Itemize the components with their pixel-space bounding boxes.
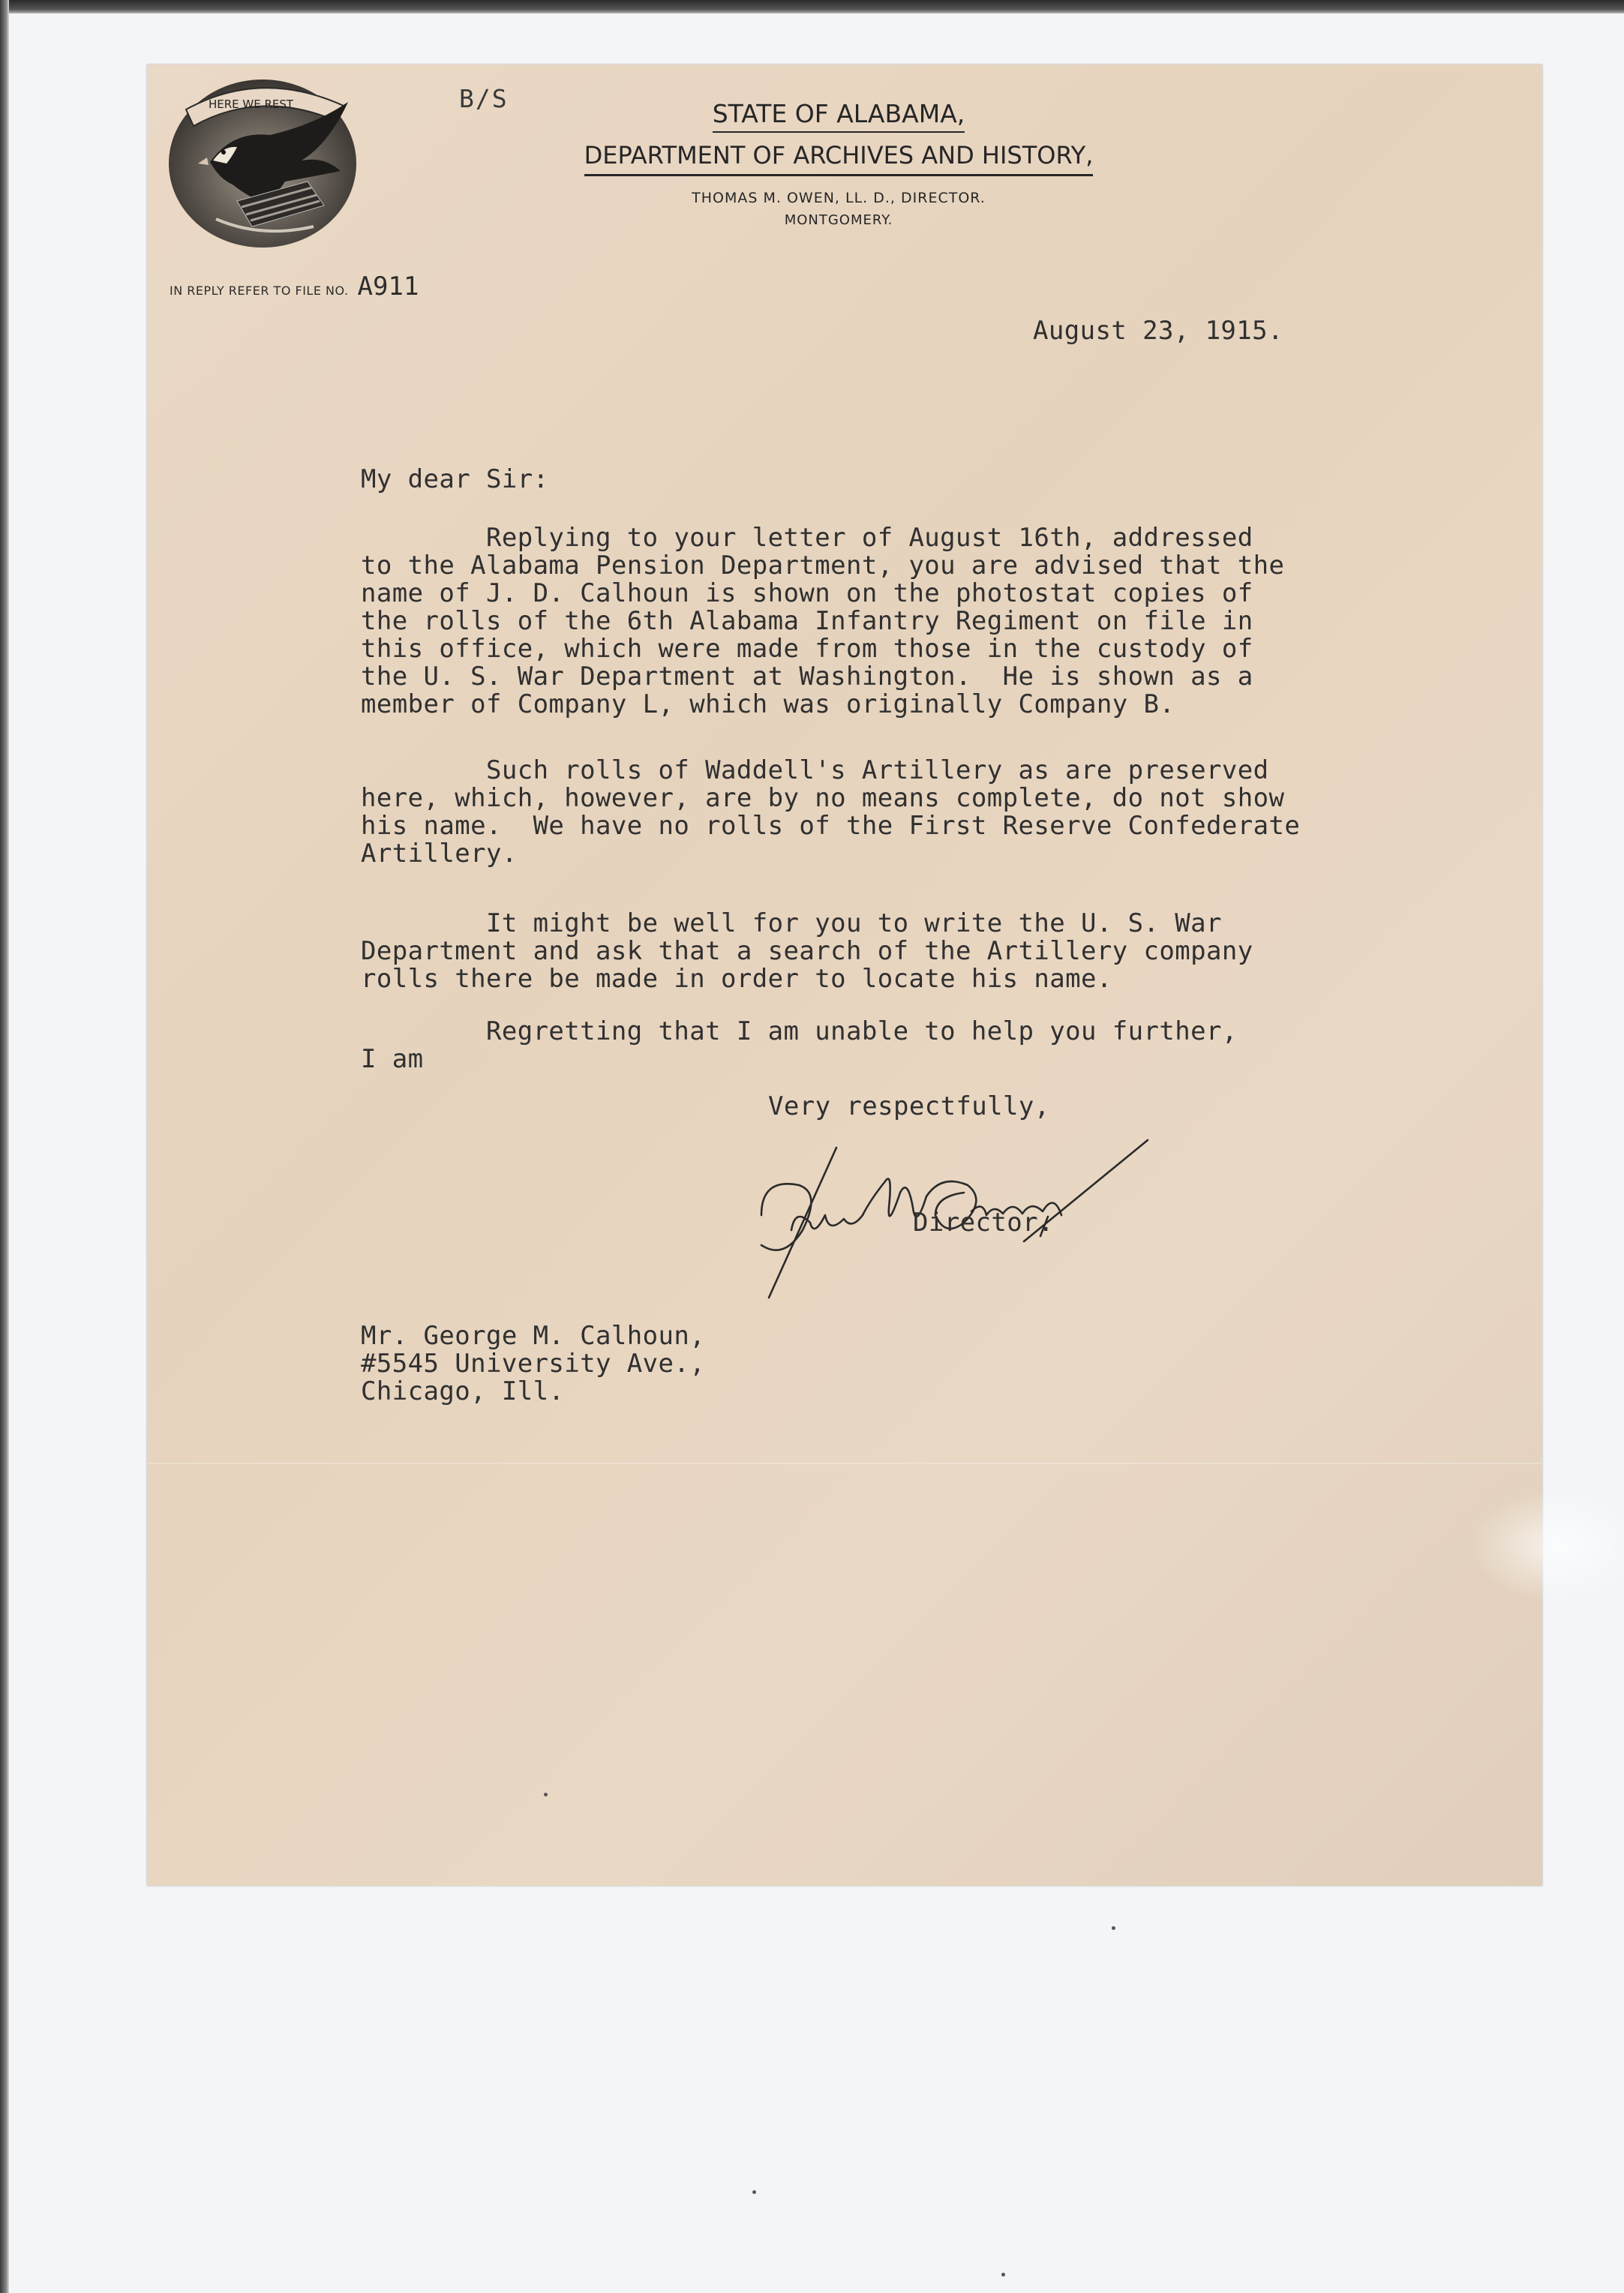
fold-line (147, 1463, 1542, 1464)
dust-speck (1001, 2273, 1005, 2276)
recipient-address: Mr. George M. Calhoun, #5545 University Ave., Chicago, Ill. (361, 1321, 706, 1406)
dust-speck (1112, 1926, 1115, 1930)
initials-mark: B/S (459, 84, 509, 113)
signer-title: Director. (913, 1208, 1054, 1238)
photo-glare (1471, 1490, 1624, 1602)
letterhead-department (464, 141, 1214, 170)
body-paragraph: It might be well for you to write the U. S. War Department and ask that a search of the Artillery company rolls there be made in order to locate his name. (361, 908, 1253, 994)
scan-left-border (0, 0, 9, 2293)
letterhead-state-text: STATE OF ALABAMA, (713, 99, 965, 133)
body-paragraph: Such rolls of Waddell's Artillery as are preserved here, which, however, are by no means complete, do not show his name. We have no rolls of the First Reserve Confederate Artillery. (361, 755, 1301, 869)
seal-motto: HERE WE REST (209, 98, 294, 111)
letter-date: August 23, 1915. (1033, 316, 1283, 346)
letterhead-director: THOMAS M. OWEN, LL. D., DIRECTOR. (692, 190, 986, 206)
body-paragraph: Regretting that I am unable to help you further, I am (361, 1016, 1238, 1074)
file-reference-number: A911 (357, 272, 419, 302)
closing: Very respectfully, (768, 1091, 1050, 1121)
file-reference-label: IN REPLY REFER TO FILE NO. (170, 284, 349, 298)
body-paragraph: Replying to your letter of August 16th, addressed to the Alabama Pension Department, you are advised that the name of J. D. Calhoun is shown on the photostat copies of the rolls of the 6th Alabama Infantry Regiment on file in this office, which were made from those in the custody of the U. S. War Department at Washington. He is shown as a member of Company L, which was originally Company B. (361, 523, 1285, 719)
file-reference (170, 272, 419, 302)
letterhead-city: MONTGOMERY. (784, 212, 893, 228)
salutation: My dear Sir: (361, 464, 549, 494)
letterhead-department-text: DEPARTMENT OF ARCHIVES AND HISTORY, (584, 141, 1094, 176)
eagle-seal-icon (164, 72, 362, 252)
scan-top-border (0, 0, 1624, 14)
letterhead-state (464, 99, 1214, 128)
dust-speck (752, 2190, 756, 2194)
dust-speck (544, 1793, 548, 1796)
